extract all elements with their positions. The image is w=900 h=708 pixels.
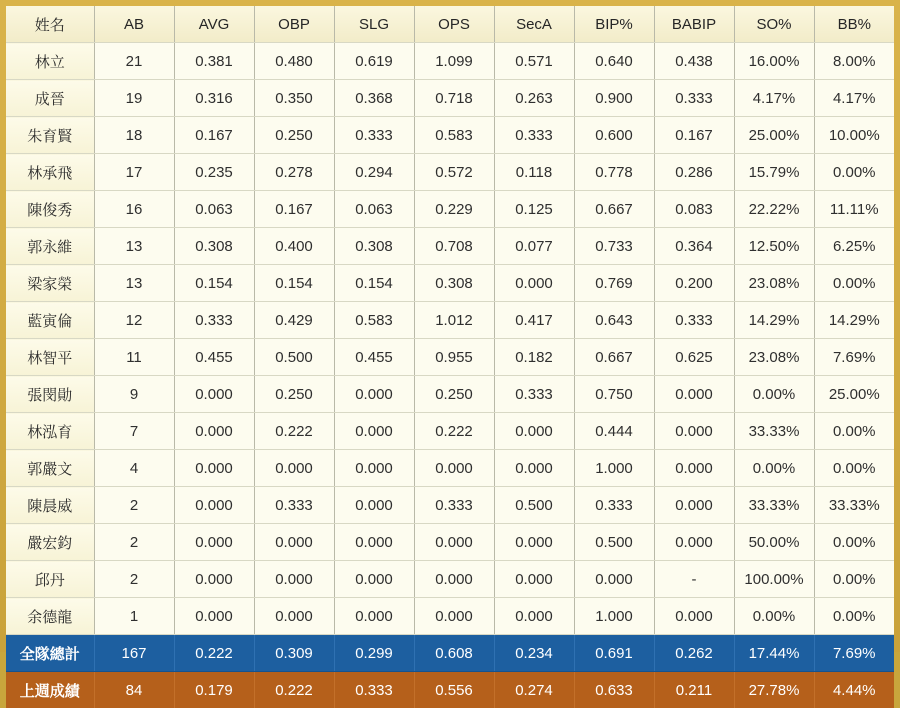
cell-bip: 0.667: [574, 191, 654, 228]
table-row: [6, 265, 894, 302]
cell-seca: 0.182: [494, 339, 574, 376]
cell-so: 0.00%: [734, 450, 814, 487]
cell-obp: 0.222: [254, 413, 334, 450]
cell-obp: 0.278: [254, 154, 334, 191]
cell-obp: 0.480: [254, 43, 334, 80]
cell-seca: 0.571: [494, 43, 574, 80]
cell-slg: 0.294: [334, 154, 414, 191]
cell-ab: 1: [94, 598, 174, 635]
cell-seca: 0.000: [494, 413, 574, 450]
player-name: 林泓育: [6, 413, 94, 450]
cell-avg: 0.381: [174, 43, 254, 80]
table-body: [6, 43, 894, 708]
cell-ab: 13: [94, 228, 174, 265]
team-total-row: [6, 635, 894, 672]
column-header-babip[interactable]: BABIP: [654, 6, 734, 43]
column-header-avg[interactable]: AVG: [174, 6, 254, 43]
cell-avg: 0.333: [174, 302, 254, 339]
cell-ab: 9: [94, 376, 174, 413]
cell-ops: 1.099: [414, 43, 494, 80]
cell-babip: 0.000: [654, 487, 734, 524]
cell-bip: 0.000: [574, 561, 654, 598]
cell-obp: 0.000: [254, 598, 334, 635]
cell-ops: 0.308: [414, 265, 494, 302]
cell-bb: 8.00%: [814, 43, 894, 80]
player-name: 成晉: [6, 80, 94, 117]
cell-avg: 0.167: [174, 117, 254, 154]
cell-seca: 0.333: [494, 117, 574, 154]
cell-bip: 1.000: [574, 450, 654, 487]
total-seca: 0.234: [494, 635, 574, 672]
cell-so: 4.17%: [734, 80, 814, 117]
cell-bip: 0.643: [574, 302, 654, 339]
cell-babip: 0.286: [654, 154, 734, 191]
cell-seca: 0.000: [494, 265, 574, 302]
row-label-last-week: 上週成績: [6, 672, 94, 708]
cell-obp: 0.000: [254, 524, 334, 561]
cell-bip: 0.667: [574, 339, 654, 376]
cell-bip: 0.750: [574, 376, 654, 413]
column-header-so-pct[interactable]: SO%: [734, 6, 814, 43]
table-row: [6, 524, 894, 561]
cell-so: 0.00%: [734, 376, 814, 413]
cell-babip: 0.000: [654, 413, 734, 450]
cell-avg: 0.000: [174, 450, 254, 487]
cell-ab: 2: [94, 561, 174, 598]
cell-obp: 0.167: [254, 191, 334, 228]
cell-ab: 4: [94, 450, 174, 487]
total-bip: 0.691: [574, 635, 654, 672]
cell-babip: 0.200: [654, 265, 734, 302]
table-row: [6, 339, 894, 376]
cell-slg: 0.583: [334, 302, 414, 339]
cell-ops: 0.333: [414, 487, 494, 524]
cell-bip: 0.600: [574, 117, 654, 154]
cell-slg: 0.368: [334, 80, 414, 117]
column-header-name[interactable]: 姓名: [6, 6, 94, 43]
table-row: [6, 80, 894, 117]
cell-obp: 0.000: [254, 450, 334, 487]
cell-babip: 0.000: [654, 450, 734, 487]
cell-avg: 0.154: [174, 265, 254, 302]
lastweek-bb: 4.44%: [814, 672, 894, 708]
player-name: 余德龍: [6, 598, 94, 635]
cell-ab: 18: [94, 117, 174, 154]
cell-seca: 0.417: [494, 302, 574, 339]
lastweek-so: 27.78%: [734, 672, 814, 708]
player-name: 嚴宏鈞: [6, 524, 94, 561]
cell-seca: 0.000: [494, 524, 574, 561]
cell-ops: 0.718: [414, 80, 494, 117]
cell-ops: 0.000: [414, 524, 494, 561]
table-row: [6, 191, 894, 228]
column-header-seca[interactable]: SecA: [494, 6, 574, 43]
player-name: 陳俊秀: [6, 191, 94, 228]
cell-obp: 0.250: [254, 117, 334, 154]
cell-obp: 0.333: [254, 487, 334, 524]
cell-bip: 0.500: [574, 524, 654, 561]
table-row: [6, 598, 894, 635]
cell-ab: 2: [94, 487, 174, 524]
cell-seca: 0.077: [494, 228, 574, 265]
row-label-total: 全隊總計: [6, 635, 94, 672]
cell-obp: 0.400: [254, 228, 334, 265]
column-header-bb-pct[interactable]: BB%: [814, 6, 894, 43]
cell-bb: 33.33%: [814, 487, 894, 524]
cell-bip: 0.733: [574, 228, 654, 265]
cell-ab: 2: [94, 524, 174, 561]
cell-bb: 0.00%: [814, 265, 894, 302]
cell-ops: 0.222: [414, 413, 494, 450]
cell-bb: 0.00%: [814, 524, 894, 561]
cell-so: 16.00%: [734, 43, 814, 80]
cell-so: 12.50%: [734, 228, 814, 265]
cell-so: 23.08%: [734, 339, 814, 376]
cell-bb: 14.29%: [814, 302, 894, 339]
player-name: 張閔勛: [6, 376, 94, 413]
cell-bip: 0.778: [574, 154, 654, 191]
cell-slg: 0.000: [334, 450, 414, 487]
cell-slg: 0.154: [334, 265, 414, 302]
column-header-ab[interactable]: AB: [94, 6, 174, 43]
cell-ops: 0.229: [414, 191, 494, 228]
cell-bb: 0.00%: [814, 598, 894, 635]
cell-slg: 0.063: [334, 191, 414, 228]
cell-seca: 0.000: [494, 598, 574, 635]
lastweek-ops: 0.556: [414, 672, 494, 708]
cell-ab: 19: [94, 80, 174, 117]
cell-obp: 0.429: [254, 302, 334, 339]
cell-slg: 0.000: [334, 487, 414, 524]
table-row: [6, 413, 894, 450]
total-so: 17.44%: [734, 635, 814, 672]
lastweek-ab: 84: [94, 672, 174, 708]
cell-so: 100.00%: [734, 561, 814, 598]
table-row: [6, 487, 894, 524]
cell-obp: 0.350: [254, 80, 334, 117]
lastweek-babip: 0.211: [654, 672, 734, 708]
cell-bb: 6.25%: [814, 228, 894, 265]
cell-ab: 21: [94, 43, 174, 80]
cell-bb: 25.00%: [814, 376, 894, 413]
cell-ops: 0.955: [414, 339, 494, 376]
cell-seca: 0.000: [494, 561, 574, 598]
lastweek-seca: 0.274: [494, 672, 574, 708]
cell-seca: 0.333: [494, 376, 574, 413]
cell-avg: 0.000: [174, 487, 254, 524]
cell-ops: 0.572: [414, 154, 494, 191]
cell-bb: 4.17%: [814, 80, 894, 117]
lastweek-obp: 0.222: [254, 672, 334, 708]
cell-babip: 0.000: [654, 376, 734, 413]
cell-seca: 0.500: [494, 487, 574, 524]
table-row: [6, 154, 894, 191]
total-babip: 0.262: [654, 635, 734, 672]
cell-slg: 0.455: [334, 339, 414, 376]
lastweek-slg: 0.333: [334, 672, 414, 708]
player-name: 藍寅倫: [6, 302, 94, 339]
total-ops: 0.608: [414, 635, 494, 672]
cell-so: 25.00%: [734, 117, 814, 154]
cell-babip: 0.083: [654, 191, 734, 228]
cell-seca: 0.118: [494, 154, 574, 191]
cell-bb: 0.00%: [814, 413, 894, 450]
cell-so: 23.08%: [734, 265, 814, 302]
player-name: 林立: [6, 43, 94, 80]
cell-bip: 0.769: [574, 265, 654, 302]
cell-slg: 0.000: [334, 413, 414, 450]
table-row: [6, 561, 894, 598]
cell-bip: 0.333: [574, 487, 654, 524]
cell-bb: 11.11%: [814, 191, 894, 228]
cell-babip: 0.333: [654, 302, 734, 339]
column-header-bip-pct[interactable]: BIP%: [574, 6, 654, 43]
table-row: [6, 228, 894, 265]
cell-bip: 0.444: [574, 413, 654, 450]
cell-obp: 0.500: [254, 339, 334, 376]
cell-babip: 0.625: [654, 339, 734, 376]
cell-obp: 0.250: [254, 376, 334, 413]
cell-slg: 0.333: [334, 117, 414, 154]
player-name: 郭嚴文: [6, 450, 94, 487]
cell-slg: 0.000: [334, 376, 414, 413]
cell-ab: 11: [94, 339, 174, 376]
player-name: 朱育賢: [6, 117, 94, 154]
cell-avg: 0.000: [174, 413, 254, 450]
total-ab: 167: [94, 635, 174, 672]
column-header-obp[interactable]: OBP: [254, 6, 334, 43]
player-name: 郭永維: [6, 228, 94, 265]
cell-ops: 1.012: [414, 302, 494, 339]
cell-so: 14.29%: [734, 302, 814, 339]
table-row: [6, 302, 894, 339]
cell-avg: 0.000: [174, 561, 254, 598]
table-row: [6, 450, 894, 487]
column-header-slg[interactable]: SLG: [334, 6, 414, 43]
cell-avg: 0.063: [174, 191, 254, 228]
cell-babip: 0.000: [654, 598, 734, 635]
lastweek-avg: 0.179: [174, 672, 254, 708]
cell-bb: 0.00%: [814, 561, 894, 598]
cell-so: 22.22%: [734, 191, 814, 228]
cell-so: 50.00%: [734, 524, 814, 561]
cell-avg: 0.000: [174, 598, 254, 635]
cell-ab: 17: [94, 154, 174, 191]
cell-so: 15.79%: [734, 154, 814, 191]
table-header: [6, 6, 894, 43]
cell-obp: 0.000: [254, 561, 334, 598]
cell-ops: 0.583: [414, 117, 494, 154]
cell-ops: 0.000: [414, 598, 494, 635]
cell-avg: 0.000: [174, 524, 254, 561]
total-avg: 0.222: [174, 635, 254, 672]
cell-babip: 0.333: [654, 80, 734, 117]
cell-babip: 0.364: [654, 228, 734, 265]
cell-ab: 16: [94, 191, 174, 228]
cell-ab: 13: [94, 265, 174, 302]
player-name: 陳晨威: [6, 487, 94, 524]
cell-babip: 0.167: [654, 117, 734, 154]
total-bb: 7.69%: [814, 635, 894, 672]
cell-bb: 0.00%: [814, 450, 894, 487]
last-week-row: [6, 672, 894, 708]
cell-avg: 0.000: [174, 376, 254, 413]
player-name: 林承飛: [6, 154, 94, 191]
cell-ops: 0.250: [414, 376, 494, 413]
cell-seca: 0.263: [494, 80, 574, 117]
cell-ops: 0.000: [414, 450, 494, 487]
cell-bb: 7.69%: [814, 339, 894, 376]
cell-slg: 0.619: [334, 43, 414, 80]
cell-ab: 7: [94, 413, 174, 450]
table-row: [6, 117, 894, 154]
table-row: [6, 376, 894, 413]
cell-avg: 0.235: [174, 154, 254, 191]
column-header-ops[interactable]: OPS: [414, 6, 494, 43]
cell-avg: 0.308: [174, 228, 254, 265]
cell-bip: 0.900: [574, 80, 654, 117]
cell-ops: 0.000: [414, 561, 494, 598]
cell-bip: 1.000: [574, 598, 654, 635]
cell-babip: 0.000: [654, 524, 734, 561]
cell-slg: 0.000: [334, 524, 414, 561]
cell-obp: 0.154: [254, 265, 334, 302]
cell-ab: 12: [94, 302, 174, 339]
header-row: [6, 6, 894, 43]
player-name: 邱丹: [6, 561, 94, 598]
cell-seca: 0.125: [494, 191, 574, 228]
cell-slg: 0.000: [334, 561, 414, 598]
cell-bb: 0.00%: [814, 154, 894, 191]
cell-bb: 10.00%: [814, 117, 894, 154]
cell-so: 33.33%: [734, 487, 814, 524]
cell-so: 0.00%: [734, 598, 814, 635]
total-slg: 0.299: [334, 635, 414, 672]
table-row: [6, 43, 894, 80]
lastweek-bip: 0.633: [574, 672, 654, 708]
cell-babip: -: [654, 561, 734, 598]
cell-so: 33.33%: [734, 413, 814, 450]
cell-avg: 0.316: [174, 80, 254, 117]
cell-babip: 0.438: [654, 43, 734, 80]
cell-slg: 0.000: [334, 598, 414, 635]
cell-bip: 0.640: [574, 43, 654, 80]
cell-slg: 0.308: [334, 228, 414, 265]
cell-avg: 0.455: [174, 339, 254, 376]
total-obp: 0.309: [254, 635, 334, 672]
batting-stats-table: [6, 6, 894, 708]
player-name: 梁家榮: [6, 265, 94, 302]
cell-seca: 0.000: [494, 450, 574, 487]
cell-ops: 0.708: [414, 228, 494, 265]
player-name: 林智平: [6, 339, 94, 376]
